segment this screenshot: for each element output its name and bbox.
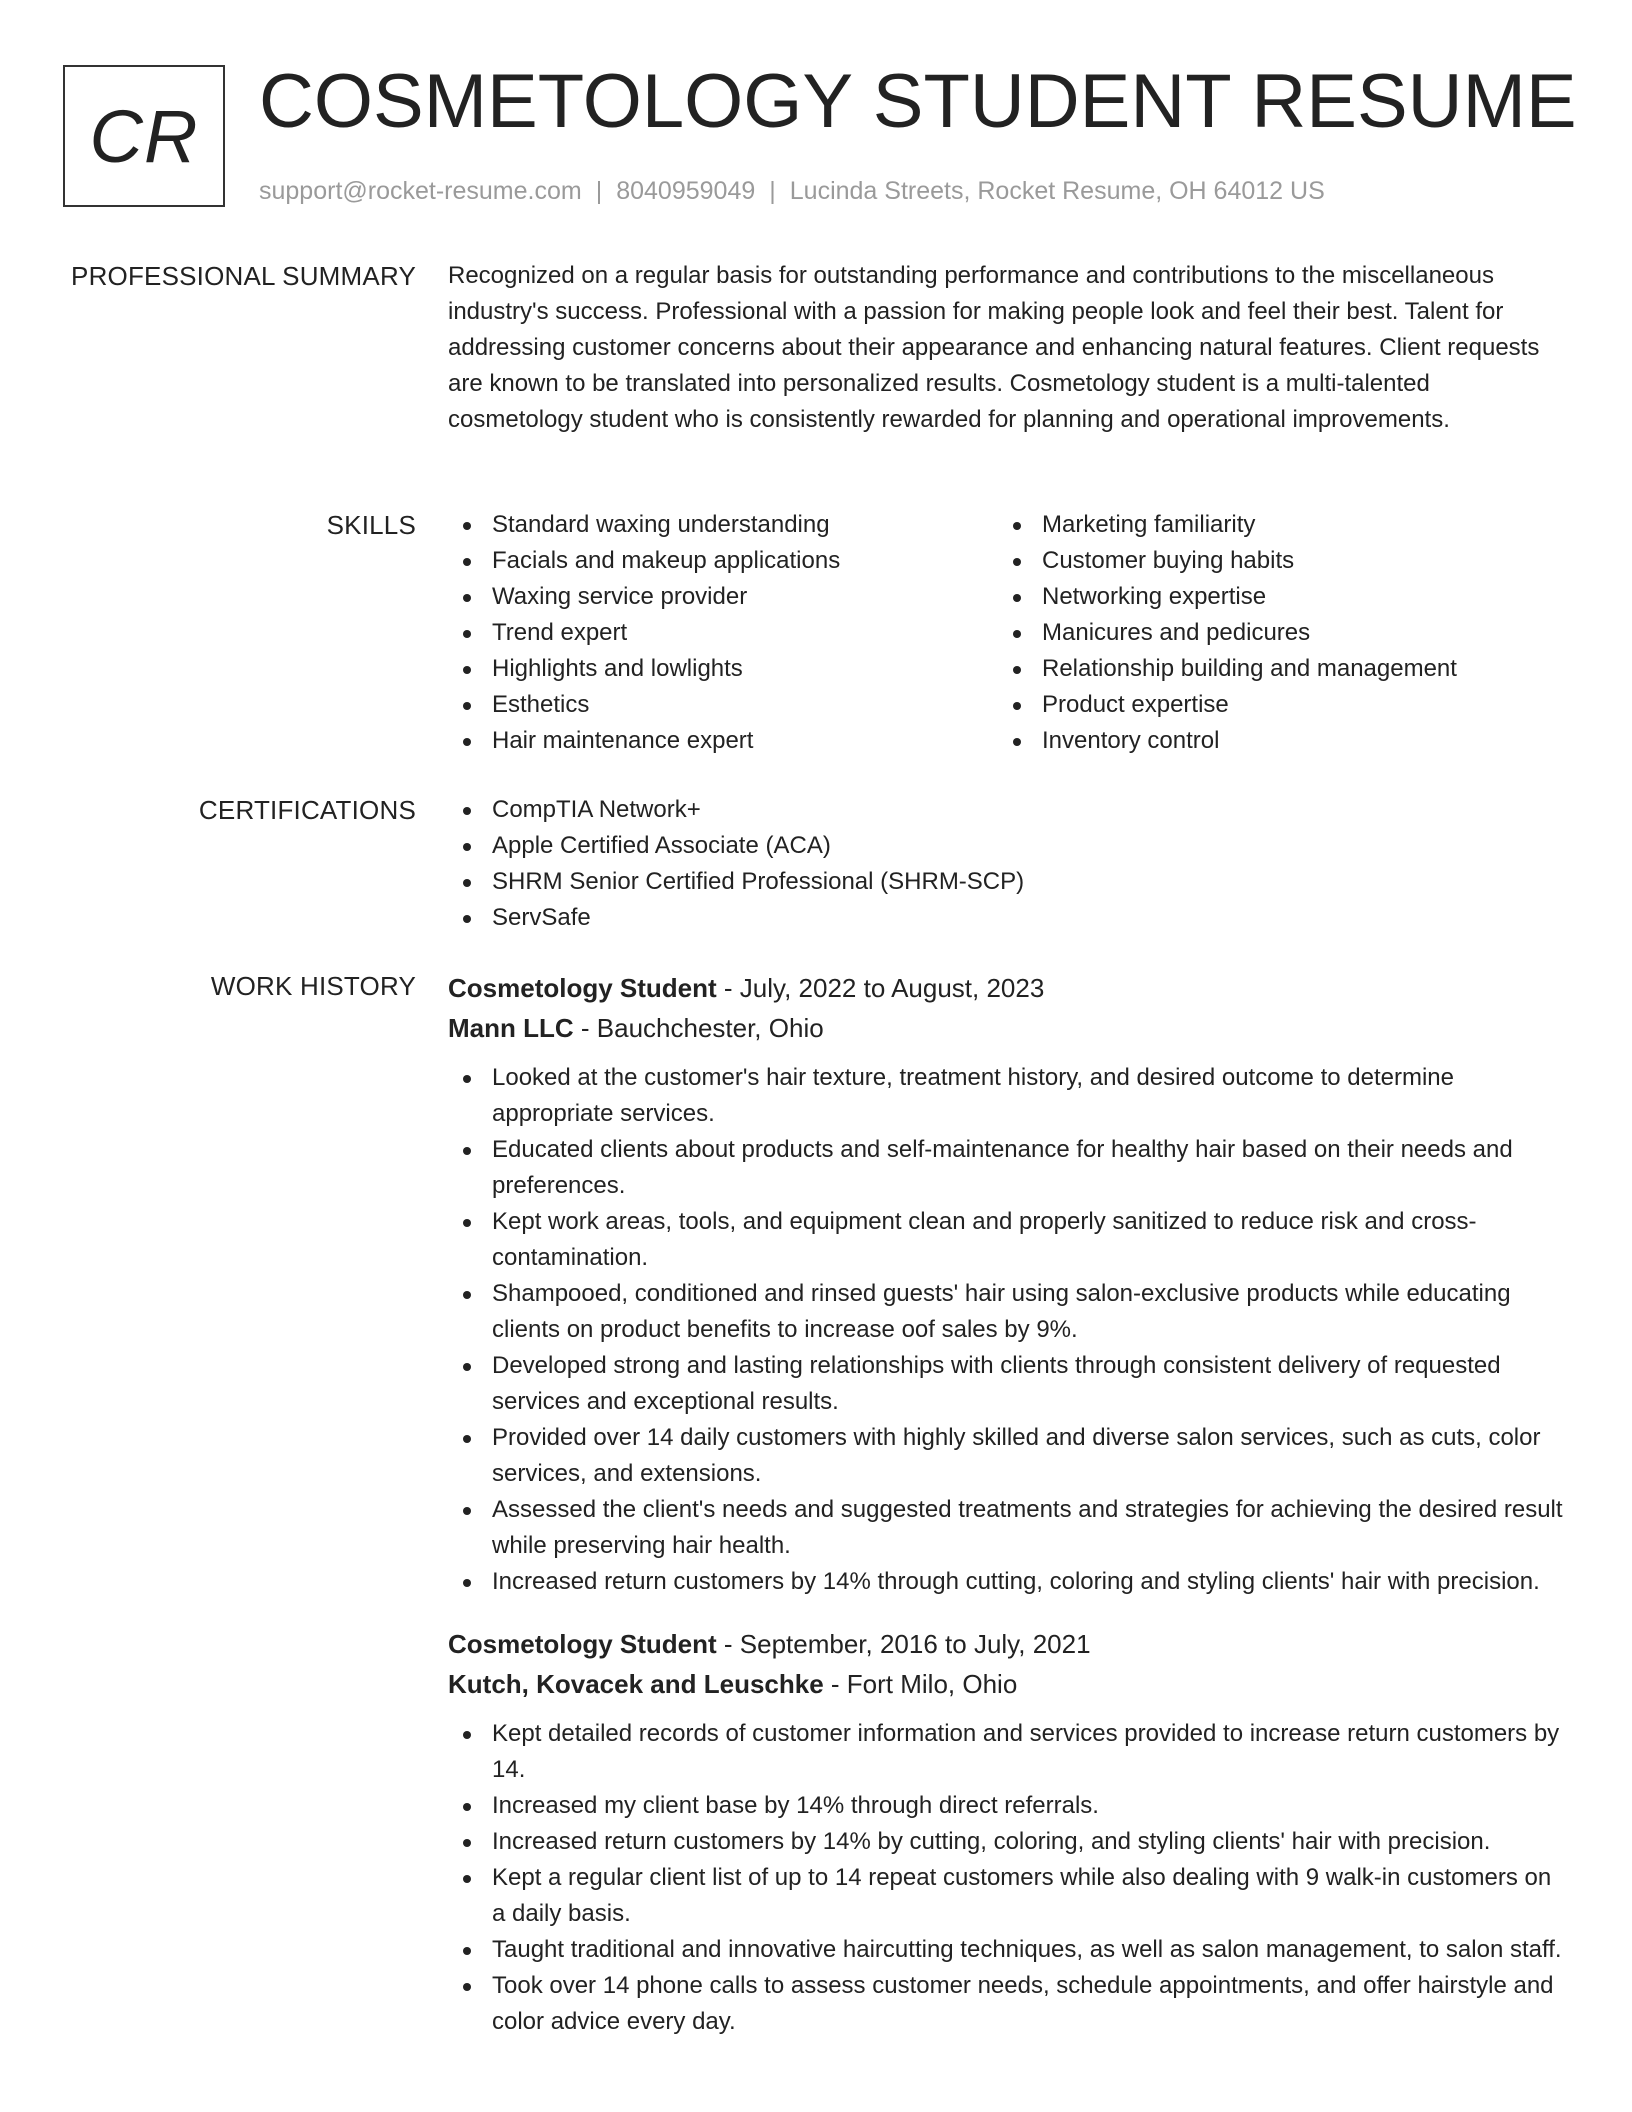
summary-heading: PROFESSIONAL SUMMARY: [71, 261, 416, 291]
job-entry: [448, 1624, 1570, 2040]
job-bullet: Educated clients about products and self-maintenance for healthy hair based on their needs and preferences.: [448, 1132, 1570, 1204]
job-company: Kutch, Kovacek and Leuschke: [448, 1669, 824, 1699]
job-location: - Bauchchester, Ohio: [573, 1013, 824, 1043]
skill-item: Manicures and pedicures: [998, 615, 1548, 651]
certifications-list: [448, 792, 1570, 936]
contact-phone[interactable]: 8040959049: [616, 177, 756, 205]
job-bullet: Increased my client base by 14% through direct referrals.: [448, 1788, 1570, 1824]
skill-item: Networking expertise: [998, 579, 1548, 615]
skill-item: Waxing service provider: [448, 579, 998, 615]
certification-item: ServSafe: [448, 900, 1570, 936]
work-history-body: [448, 968, 1570, 2040]
skills-heading: SKILLS: [326, 510, 416, 540]
job-bullet: Looked at the customer's hair texture, treatment history, and desired outcome to determine appropriate services.: [448, 1060, 1570, 1132]
job-title: Cosmetology Student: [448, 1629, 717, 1659]
job-location: - Fort Milo, Ohio: [823, 1669, 1018, 1699]
contact-separator: |: [595, 177, 603, 205]
skill-item: Esthetics: [448, 687, 998, 723]
job-dates: - September, 2016 to July, 2021: [716, 1629, 1091, 1659]
summary-body: [448, 258, 1570, 438]
job-bullet: Kept a regular client list of up to 14 repeat customers while also dealing with 9 walk-in customers on a daily basis.: [448, 1860, 1570, 1932]
contact-separator: |: [769, 177, 776, 205]
skill-item: Customer buying habits: [998, 543, 1548, 579]
job-bullet: Developed strong and lasting relationships with clients through consistent delivery of requested services and exceptional results.: [448, 1348, 1570, 1420]
job-company-line: [448, 1008, 1570, 1048]
skills-body: [448, 507, 1570, 759]
skill-item: Marketing familiarity: [998, 507, 1548, 543]
certifications-heading: CERTIFICATIONS: [198, 795, 416, 825]
certification-item: SHRM Senior Certified Professional (SHRM-SCP): [448, 864, 1570, 900]
job-dates: - July, 2022 to August, 2023: [716, 973, 1045, 1003]
job-bullet: Shampooed, conditioned and rinsed guests' hair using salon-exclusive products while educating clients on product benefits to increase oof sales by 9%.: [448, 1276, 1570, 1348]
job-entry: [448, 968, 1570, 1600]
job-bullet: Taught traditional and innovative haircutting techniques, as well as salon management, to salon staff.: [448, 1932, 1570, 1968]
certification-item: Apple Certified Associate (ACA): [448, 828, 1570, 864]
job-bullet: Increased return customers by 14% by cutting, coloring, and styling clients' hair with precision.: [448, 1824, 1570, 1860]
skill-item: Relationship building and management: [998, 651, 1548, 687]
contact-email[interactable]: support@rocket-resume.com: [259, 177, 582, 205]
job-bullet: Assessed the client's needs and suggested treatments and strategies for achieving the desired result while preserving hair health.: [448, 1492, 1570, 1564]
job-title: Cosmetology Student: [448, 973, 717, 1003]
job-bullet: Provided over 14 daily customers with highly skilled and diverse salon services, such as cuts, color services, and extensions.: [448, 1420, 1570, 1492]
job-company: Mann LLC: [448, 1013, 574, 1043]
certification-item: CompTIA Network+: [448, 792, 1570, 828]
contact-address: Lucinda Streets, Rocket Resume, OH 64012 US: [789, 177, 1325, 205]
skill-item: Highlights and lowlights: [448, 651, 998, 687]
skill-item: Product expertise: [998, 687, 1548, 723]
job-title-line: [448, 1624, 1570, 1664]
skills-list-left: [448, 507, 998, 759]
job-bullet-list: [448, 1716, 1570, 2040]
skill-item: Facials and makeup applications: [448, 543, 998, 579]
job-bullet: Kept work areas, tools, and equipment clean and properly sanitized to reduce risk and cross-contamination.: [448, 1204, 1570, 1276]
job-title-line: [448, 968, 1570, 1008]
job-bullet: Took over 14 phone calls to assess customer needs, schedule appointments, and offer hairstyle and color advice every day.: [448, 1968, 1570, 2040]
skill-item: Hair maintenance expert: [448, 723, 998, 759]
skills-list-right: [998, 507, 1548, 759]
job-company-line: [448, 1664, 1570, 1704]
contact-line: [259, 174, 1325, 208]
job-bullet: Increased return customers by 14% through cutting, coloring and styling clients' hair with precision.: [448, 1564, 1570, 1600]
job-bullet: Kept detailed records of customer information and services provided to increase return customers by 14.: [448, 1716, 1570, 1788]
work-history-heading: WORK HISTORY: [210, 971, 416, 1001]
monogram-initials: CR: [89, 94, 199, 178]
summary-text: Recognized on a regular basis for outstanding performance and contributions to the miscellaneous industry's success. Professional with a passion for making people look and feel their best. Talent for addressing customer concerns about their appearance and enhancing natural features. Client requests are known to be translated into personalized results. Cosmetology student is a multi-talented cosmetology student who is consistently rewarded for planning and operational improvements.: [448, 262, 1540, 433]
resume-title: COSMETOLOGY STUDENT RESUME: [259, 59, 1577, 144]
skill-item: Standard waxing understanding: [448, 507, 998, 543]
skill-item: Trend expert: [448, 615, 998, 651]
skill-item: Inventory control: [998, 723, 1548, 759]
certifications-body: [448, 792, 1570, 936]
job-bullet-list: [448, 1060, 1570, 1600]
monogram-box: [63, 65, 225, 207]
